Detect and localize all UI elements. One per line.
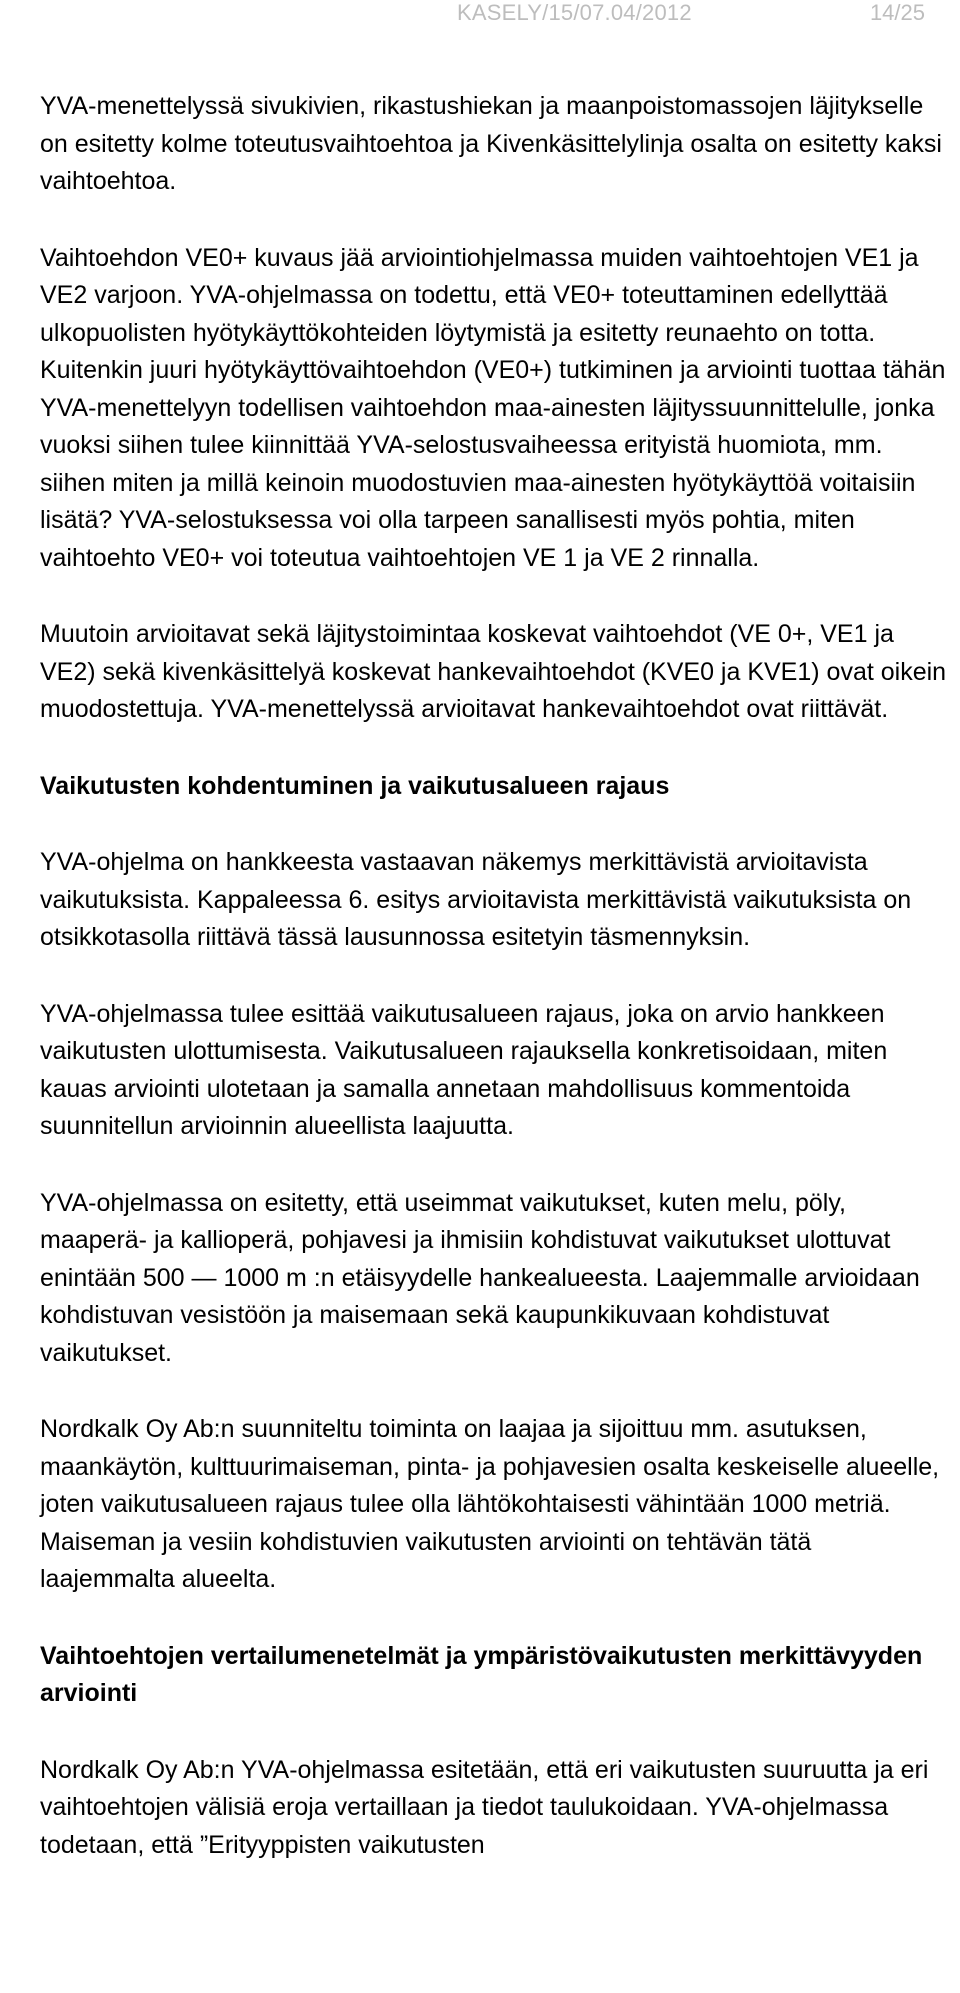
page-number: 14/25 — [869, 0, 925, 25]
page-header — [0, 0, 960, 32]
paragraph-comparison-methods: Nordkalk Oy Ab:n YVA-ohjelmassa esitetään, että eri vaikutusten suuruutta ja eri vaihtoehtojen välisiä eroja vertaillaan ja tiedot taulukoidaan. YVA-ohjelmassa todetaan, että ”Erityyppisten vaikutusten — [40, 1755, 929, 1859]
paragraph-impact-area-requirement: Nordkalk Oy Ab:n suunniteltu toiminta on laajaa ja sijoittuu mm. asutuksen, maankäytön, kulttuurimaiseman, pinta- ja pohjavesien osalta keskeiselle alueelle, joten vaikutusalueen rajaus tulee olla lähtökohtaisesti vähintään 1000 metriä. Maiseman ja vesiin kohdistuvien vaikutusten arviointi on tehtävän tätä laajemmalta alueelta. — [40, 1415, 940, 1593]
paragraph-impact-assessment: YVA-ohjelma on hankkeesta vastaavan näkemys merkittävistä arvioitavista vaikutuksista. Kappaleessa 6. esitys arvioitavista merkittävistä vaikutuksista on otsikkotasolla riittävä tässä lausunnossa esitetyin täsmennyksin. — [40, 848, 912, 951]
paragraph-alternatives-intro: YVA-menettelyssä sivukivien, rikastushiekan ja maanpoistomassojen läjitykselle on esitetty kolme toteutusvaihtoehtoa ja Kivenkäsittelylinja osalta on esitetty kaksi vaihtoehtoa. — [40, 92, 942, 195]
document-id: KASELY/15/07.04/2012 — [457, 0, 692, 25]
paragraph-alternatives-summary: Muutoin arvioitavat sekä läjitystoimintaa koskevat vaihtoehdot (VE 0+, VE1 ja VE2) sekä kivenkäsittelyä koskevat hankevaihtoehdot (KVE0 ja KVE1) ovat oikein muodostettuja. YVA-menettelyssä arvioitavat hankevaihtoehdot ovat riittävät. — [40, 620, 947, 723]
paragraph-impact-distances: YVA-ohjelmassa on esitetty, että useimmat vaikutukset, kuten melu, pöly, maaperä- ja kallioperä, pohjavesi ja ihmisiin kohdistuvat vaikutukset ulottuvat enintään 500 — 1000 m :n etäisyydelle hankealueesta. Laajemmalle arvioidaan kohdistuvan vesistöön ja maisemaan sekä kaupunkikuvaan kohdistuvat vaikutukset. — [40, 1188, 920, 1367]
paragraph-ve0-description: Vaihtoehdon VE0+ kuvaus jää arviointiohjelmassa muiden vaihtoehtojen VE1 ja VE2 varjoon. YVA-ohjelmassa on todettu, että VE0+ toteuttaminen edellyttää ulkopuolisten hyötykäyttökohteiden löytymistä ja esitetty reunaehto on totta. Kuitenkin juuri hyötykäyttövaihtoehdon (VE0+) tutkiminen ja arviointi tuottaa tähän YVA-menettelyyn todellisen vaihtoehdon maa-ainesten läjityssuunnittelulle, jonka vuoksi siihen tulee kiinnittää YVA-selostusvaiheessa erityistä huomiota, mm. siihen miten ja millä keinoin muodostuvien maa-ainesten hyötykäyttöä voitaisiin lisätä? YVA-selostuksessa voi olla tarpeen sanallisesti myös pohtia, miten vaihtoehto VE0+ voi toteutua vaihtoehtojen VE 1 ja VE 2 rinnalla. — [40, 243, 946, 572]
heading-comparison-methods: Vaihtoehtojen vertailumenetelmät ja ympäristövaikutusten merkittävyyden arviointi — [40, 1641, 923, 1707]
document-body — [40, 88, 950, 1864]
heading-impact-area: Vaikutusten kohdentuminen ja vaikutusalueen rajaus — [40, 771, 670, 800]
paragraph-impact-area-definition: YVA-ohjelmassa tulee esittää vaikutusalueen rajaus, joka on arvio hankkeen vaikutusten ulottumisesta. Vaikutusalueen rajauksella konkretisoidaan, miten kauas arviointi ulotetaan ja samalla annetaan mahdollisuus kommentoida suunnitellun arvioinnin alueellista laajuutta. — [40, 999, 888, 1140]
